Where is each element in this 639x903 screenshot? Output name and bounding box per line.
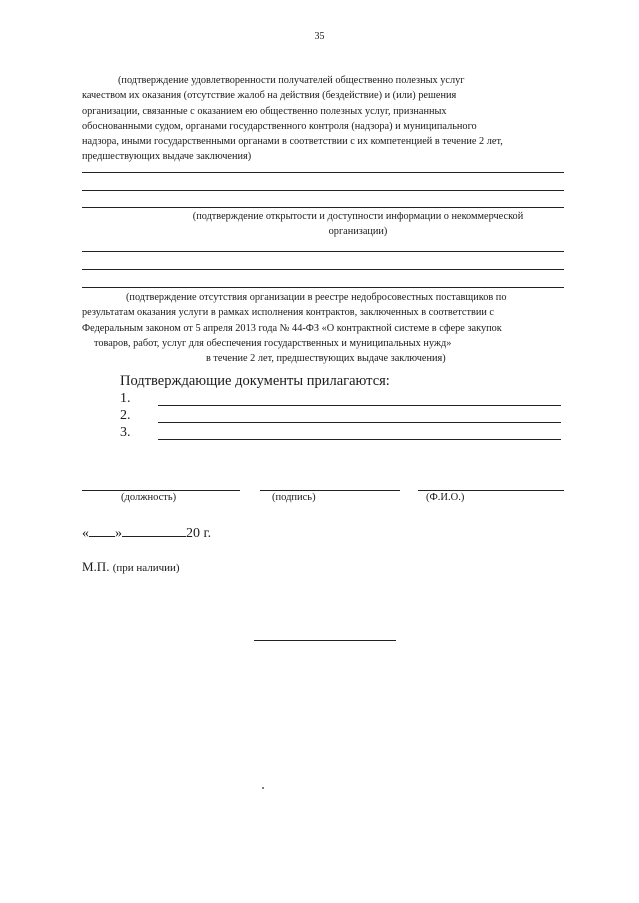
month-blank[interactable]: [122, 524, 186, 537]
fill-in-line: [82, 251, 564, 252]
date-open-quote: «: [82, 526, 89, 541]
year-prefix: 20: [186, 526, 200, 541]
fill-in-line: [82, 172, 564, 173]
name-caption: (Ф.И.О.): [426, 492, 465, 503]
stamp-note: (при наличии): [112, 562, 180, 574]
signature-caption: (подпись): [272, 492, 316, 503]
text-line: в течение 2 лет, предшествующих выдаче заключения): [206, 353, 446, 365]
documents-heading: Подтверждающие документы прилагаются:: [120, 373, 390, 389]
text-line: надзора, иными государственными органами в соответствии с их компетенцией в течение 2 лет,: [82, 136, 503, 148]
scan-dot: [262, 787, 264, 789]
text-line: обоснованными судом, органами государственного контроля (надзора) и муниципального: [82, 120, 477, 132]
stamp-label: М.П.: [82, 559, 110, 574]
fill-in-line: [82, 207, 564, 208]
fill-in-line: [82, 269, 564, 270]
openness-confirmation-text: [140, 209, 576, 240]
text-line: (подтверждение открытости и доступности информации о некоммерческой: [192, 211, 524, 222]
document-item-line[interactable]: [158, 405, 561, 406]
position-caption: (должность): [121, 492, 177, 503]
name-line[interactable]: [418, 490, 564, 491]
satisfaction-confirmation-text: [82, 73, 568, 165]
year-suffix: г.: [200, 526, 212, 541]
text-line: качеством их оказания (отсутствие жалоб на действия (бездействие) и (или) решения: [82, 90, 457, 102]
date-field: [82, 524, 211, 542]
stamp-placeholder: [82, 559, 180, 575]
closing-separator: [254, 640, 396, 641]
text-line: организации): [328, 226, 388, 238]
text-line: организации, связанные с оказанием ею общественно полезных услуг, признанных: [82, 105, 447, 117]
registry-confirmation-text: [82, 290, 568, 366]
fill-in-line: [82, 287, 564, 288]
text-line: товаров, работ, услуг для обеспечения государственных и муниципальных нужд»: [94, 337, 452, 349]
document-item-line[interactable]: [158, 439, 561, 440]
fill-in-line: [82, 190, 564, 191]
document-item-number: 1.: [120, 391, 131, 406]
signature-line[interactable]: [260, 490, 400, 491]
position-line[interactable]: [82, 490, 240, 491]
page-number: 35: [314, 31, 325, 42]
document-item-number: 3.: [120, 425, 131, 440]
text-line: Федеральным законом от 5 апреля 2013 года № 44-ФЗ «О контрактной системе в сфере закупок: [82, 322, 502, 334]
text-line: (подтверждение отсутствия организации в реестре недобросовестных поставщиков по: [126, 292, 507, 303]
day-blank[interactable]: [89, 524, 115, 537]
text-line: результатам оказания услуги в рамках исполнения контрактов, заключенных в соответствии с: [82, 307, 494, 319]
document-item-line[interactable]: [158, 422, 561, 423]
text-line: предшествующих выдаче заключения): [82, 151, 252, 163]
document-item-number: 2.: [120, 408, 131, 423]
date-close-quote: »: [115, 526, 122, 541]
text-line: (подтверждение удовлетворенности получателей общественно полезных услуг: [118, 75, 465, 86]
